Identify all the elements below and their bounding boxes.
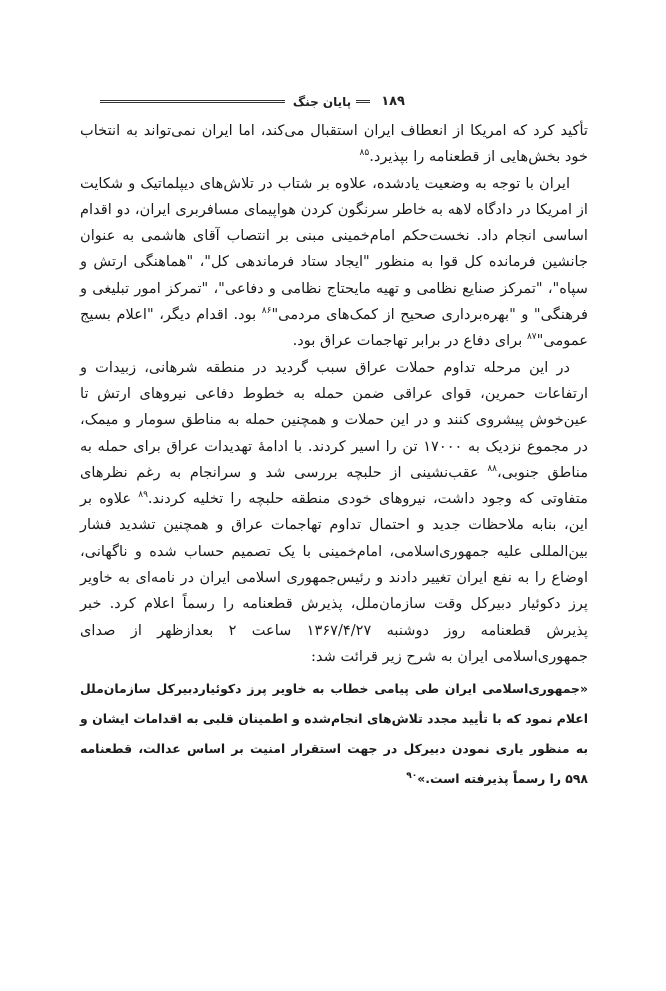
paragraph-2 xyxy=(80,171,588,355)
quote-text: «جمهوری‌اسلامی ایران طی پیامی خطاب به خاویر پرز دکوئیاردبیرکل سازمان‌ملل اعلام نمود که با تأیید مجدد تلاش‌های انجام‌شده و اطمینان قلبی به اقدامات ایشان و به منظور یاری نمودن دبیرکل در جهت استقرار امنیت بر اساس عدالت، قطعنامه ۵۹۸ را رسماً پذیرفته است.» xyxy=(80,681,588,787)
paragraph-3 xyxy=(80,355,588,671)
header-separator xyxy=(356,100,370,103)
chapter-title: پایان جنگ xyxy=(292,94,352,109)
footnote-ref: ۸۵ xyxy=(359,148,370,159)
paragraph-text: در این مرحله تداوم حملات عراق سبب گردید در منطقه شرهانی، زبیدات و ارتفاعات حمرین، قوای عراقی ضمن حمله به خطوط دفاعی نیروهای ارتش تا عین‌خوش پیشروی کنند و در این حملات و همچنین حمله به مناطق سومار و میمک، در مجموع نزدیک به ۱۷۰۰۰ تن را اسیر کردند. با ادامهٔ تهدیدات عراق برای حمله به مناطق جنوبی، xyxy=(80,358,589,481)
running-header xyxy=(100,94,405,109)
footnote-ref: ۸۷ xyxy=(526,332,537,343)
footnote-ref: ۸۶ xyxy=(261,306,272,317)
quoted-statement xyxy=(80,674,588,794)
paragraph-text: عقب‌نشینی از حلبچه بررسی شد و سرانجام به رغم نظرهای متفاوتی که وجود داشت، نیروهای خودی منطقه حلبچه را تخلیه کردند. xyxy=(80,463,588,508)
paragraph-text: علاوه بر این، بنابه ملاحظات جدید و احتمال تداوم تهاجمات عراق و همچنین تشدید فشار بین‌المللی علیه جمهوری‌اسلامی، امام‌خمینی با یک تصمیم حساب شده و ناگهانی، اوضاع را به نفع ایران تغییر دادند و رئیس‌جمهوری اسلامی ایران در نامه‌ای به خاویر پرز دکوئیار دبیرکل وقت سازمان‌ملل، پذیرش قطعنامه را رسماً اعلام کرد. خبر پذیرش قطعنامه روز دوشنبه ۱۳۶۷/۴/۲۷ ساعت ۲ بعدازظهر از صدای جمهوری‌اسلامی ایران به شرح زیر قرائت شد: xyxy=(80,490,588,665)
header-rule xyxy=(100,100,285,103)
paragraph-text: برای دفاع در برابر تهاجمات عراق بود. xyxy=(292,332,523,350)
page-number: ۱۸۹ xyxy=(381,94,405,109)
paragraph-text: ایران با توجه به وضعیت یادشده، علاوه بر شتاب در تلاش‌های دیپلماتیک و شکایت از امریکا در دادگاه لاهه به خاطر سرنگون کردن هواپیمای مسافربری ایران، دو اقدام اساسی انجام داد. نخست‌حکم امام‌خمینی مبنی بر انتصاب آقای هاشمی به عنوان جانشین فرمانده کل قوا به منظور "ایجاد ستاد فرماندهی کل"، "هماهنگی ارتش و سپاه"، "تمرکز صنایع نظامی و تهیه مایحتاج نظامی و دفاعی"، "تمرکز امور تبلیغی و فرهنگی" و "بهره‌برداری صحیح از کمک‌های مردمی" xyxy=(80,174,589,324)
paragraph-text: تأکید کرد که امریکا از انعطاف ایران استقبال می‌کند، اما ایران نمی‌تواند به انتخاب خود بخش‌هایی از قطعنامه را بپذیرد. xyxy=(80,122,588,166)
footnote-ref: ۸۹ xyxy=(138,490,148,501)
page-body xyxy=(80,118,588,794)
footnote-ref: ۹۰ xyxy=(406,771,418,782)
paragraph-text: بود. اقدام دیگر، "اعلام بسیج عمومی" xyxy=(80,306,588,350)
paragraph-1 xyxy=(80,118,588,171)
footnote-ref: ۸۸ xyxy=(487,464,497,474)
